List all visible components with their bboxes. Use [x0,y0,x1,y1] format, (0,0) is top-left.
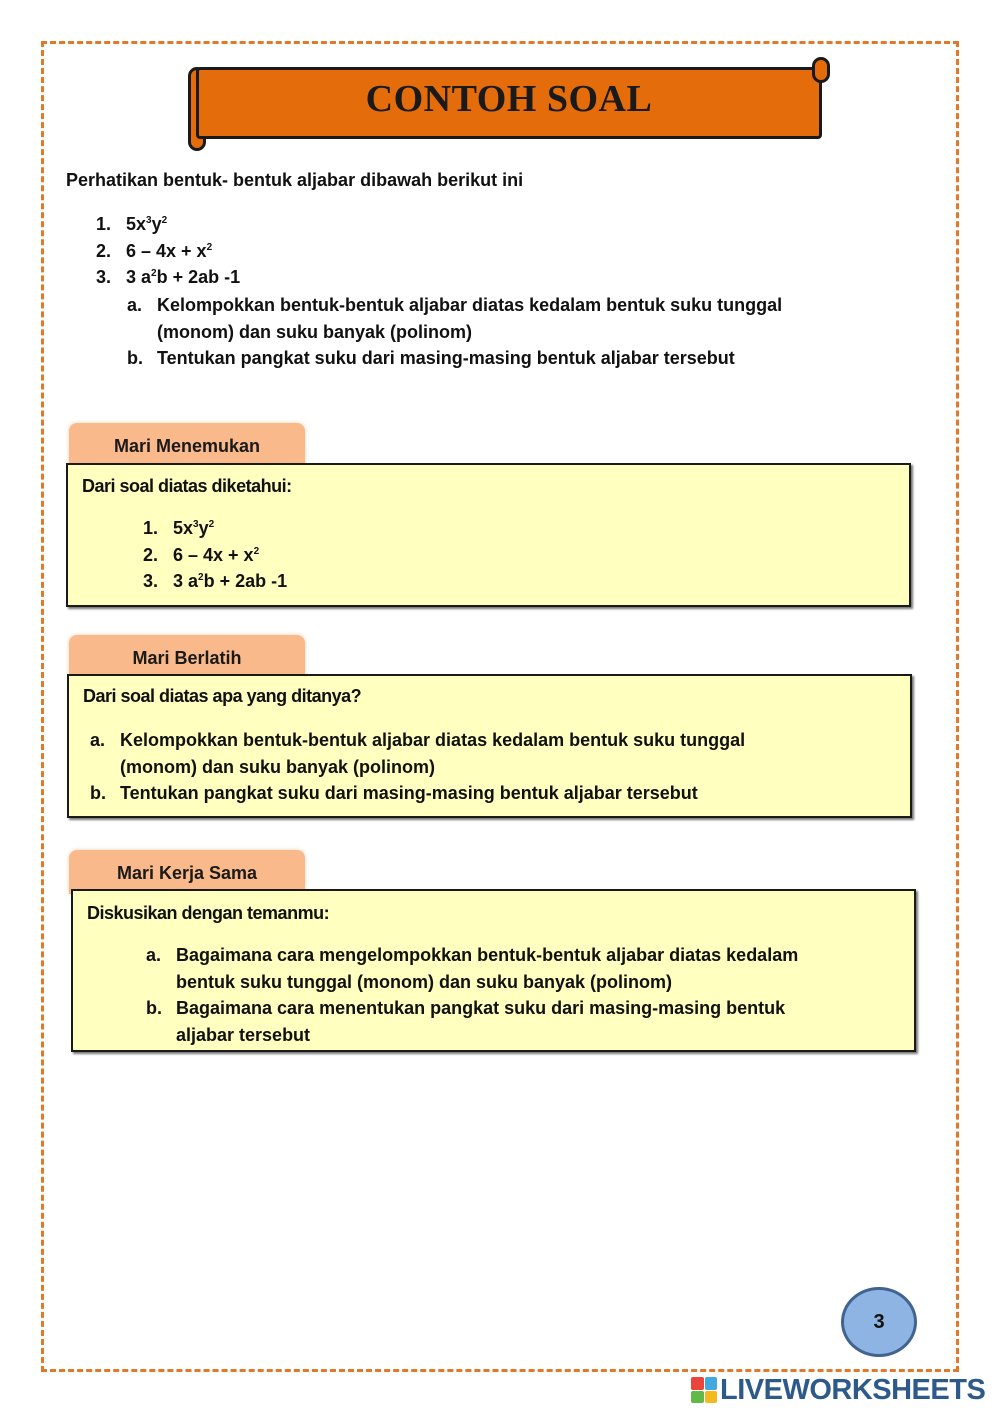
known-expression-list [143,515,287,595]
intro-text: Perhatikan bentuk- bentuk aljabar dibawah berikut ini [66,170,524,190]
expression-item: 1. $5x^3y^2$ [143,518,215,538]
expression-item: 2. $6 - 4x + x^2$ [143,544,260,565]
tab-mari-kerja-sama: Mari Kerja Sama [69,850,305,894]
menemukan-heading: Dari soal diatas diketahui: [82,476,292,496]
page-title: CONTOH SOAL [365,78,653,120]
question-list [127,292,782,372]
asked-item: b. Tentukan pangkat suku dari masing-masing bentuk aljabar tersebut [90,783,698,803]
expression-item: 1. $5x^3y^2$ [96,214,168,234]
tab-mari-berlatih: Mari Berlatih [69,635,305,679]
discussion-item: b. Bagaimana cara menentukan pangkat suku dari masing-masing bentuk aljabar tersebut [146,998,786,1045]
expression-item: 3. 3 $a^2b + 2ab$ -1 [143,571,288,591]
discussion-item: a. Bagaimana cara mengelompokkan bentuk-bentuk aljabar diatas kedalam bentuk suku tunggal (monom) dan suku banyak (polinom) [146,945,799,992]
tab-mari-menemukan: Mari Menemukan [69,423,305,467]
expression-item: 3. 3 $a^2b + 2ab$ -1 [96,267,241,287]
watermark-text: LIVEWORKSHEETS [720,1373,986,1406]
discussion-list [146,942,798,1048]
menemukan-box [66,463,911,607]
kerjasama-box [71,889,916,1052]
liveworksheets-watermark [691,1373,985,1407]
title-banner [188,57,830,153]
berlatih-box [67,674,912,818]
expression-list [96,211,240,291]
asked-item: a. Kelompokkan bentuk-bentuk aljabar diatas kedalam bentuk suku tunggal (monom) dan suku banyak (polinom) [90,730,746,777]
kerjasama-heading: Diskusikan dengan temanmu: [87,903,330,923]
question-item: b. Tentukan pangkat suku dari masing-masing bentuk aljabar tersebut [127,348,735,368]
page-number: 3 [841,1287,917,1357]
liveworksheets-logo-icon [691,1377,717,1403]
berlatih-heading: Dari soal diatas apa yang ditanya? [83,686,362,706]
asked-list [90,727,745,807]
question-item: a. Kelompokkan bentuk-bentuk aljabar diatas kedalam bentuk suku tunggal (monom) dan suku banyak (polinom) [127,295,783,342]
expression-item: 2. $6 - 4x + x^2$ [96,240,213,261]
